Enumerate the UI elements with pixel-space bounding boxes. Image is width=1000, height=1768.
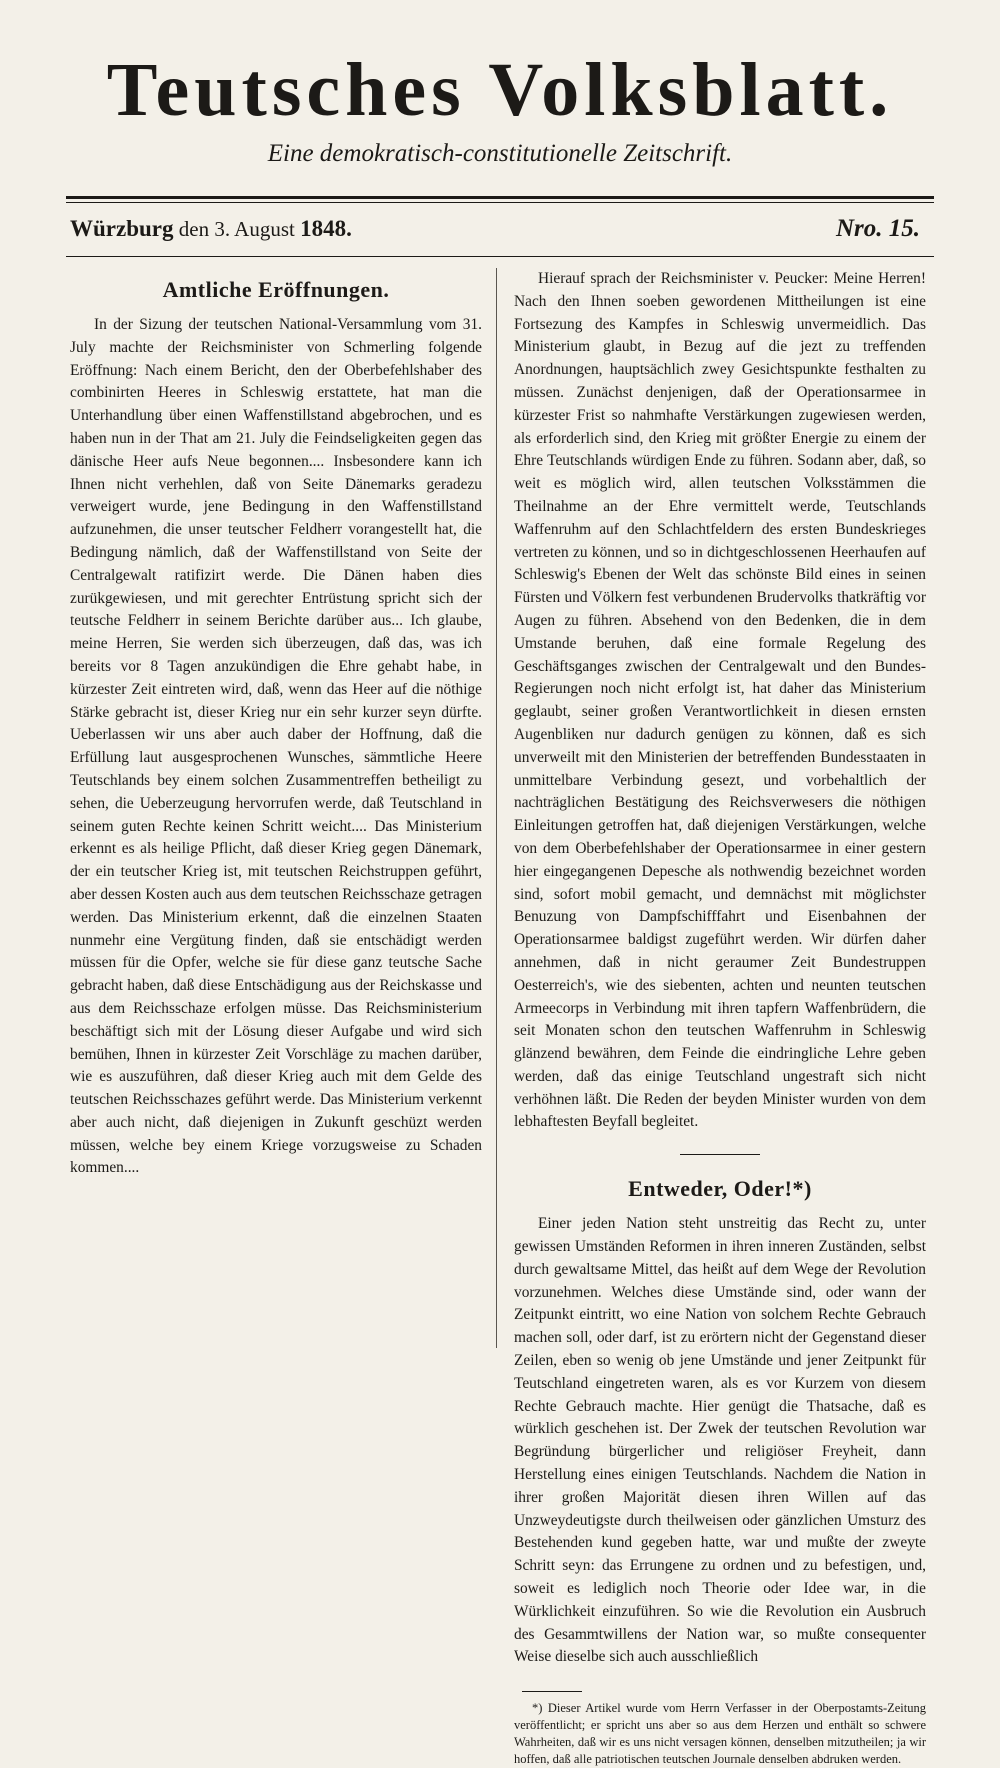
footnote-rule [522,1691,582,1692]
header-rule-top-thin [66,202,934,203]
masthead-title: Teutsches Volksblatt. [106,48,894,132]
masthead-subtitle: Eine demokratisch-constitutionelle Zeitschrift. [267,140,733,167]
article-heading: Entweder, Oder!*) [628,1176,812,1202]
issue-number: Nro. 15. [835,215,920,242]
dateline [70,212,930,246]
header-rule-top [66,196,934,199]
header-rule-bottom [66,256,934,257]
right-column [514,268,926,1767]
article-paragraph: In der Sizung der teutschen National-Versammlung vom 31. July machte der Reichsminister von Schmerling folgende Eröffnung: Nach einem Bericht, den der Oberbefehlshaber des combinirten Heeres in Schleswig erstattete, hat man die Unterhandlung über einen Waffenstillstand abgebrochen, und es haben nun in der That am 21. July die Feindseligkeiten gegen das dänische Heer aufs Neue begonnen.... Insbesondere kann ich Ihnen nicht verhehlen, daß von Seite Dänemarks geradezu verweigert wurde, jene Bedingung in den Waffenstillstand aufzunehmen, die unser teutscher Feldherr vorangestellt hat, die Bedingung nämlich, daß der Waffenstillstand von Seite der Centralgewalt ratifizirt werde. Die Dänen haben dies zurükgewiesen, und mit gerechter Entrüstung spricht sich der teutsche Feldherr in seinem Berichte darüber aus... Ich glaube, meine Herren, Sie werden sich überzeugen, daß das, was ich bereits vor 8 Tagen anzukündigen die Ehre gehabt habe, in kürzester Zeit eintreten wird, daß, wenn das Heer auf die nöthige Stärke gebracht ist, dieser Krieg nur ein sehr kurzer seyn dürfte. Ueberlassen wir uns aber auch daber der Hoffnung, daß die Erfüllung laut ausgesprochenen Wunsches, sämmtliche Heere Teutschlands bey einem solchen Zusammentreffen betheiligt zu sehen, die Ueberzeugung hervorrufen werde, daß Teutschland in seinem guten Rechte keinen Schritt weicht.... Das Ministerium erkennt es als heilige Pflicht, daß dieser Krieg gegen Dänemark, der ein teutscher Krieg ist, mit teutschen Reichstruppen geführt, aber dessen Kosten auch aus dem teutschen Reichsschaze getragen werden. Das Ministerium erkennt, daß die einzelnen Staaten nunmehr eine Vergütung finden, daß sie entschädigt werden müssen für die Opfer, welche sie für diese ganz teutsche Sache gebracht haben, daß diese Entschädigung aus der Reichskasse und aus dem Reichsschaze erfolgen müsse. Das Reichsministerium beschäftigt sich mit der Lösung dieser Aufgabe und wird sich bemühen, Ihnen in kürzester Zeit Vorschläge zu machen darüber, wie es auszuführen, daß dieser Krieg auch mit dem Gelde des teutschen Reichsschazes geführt werde. Das Ministerium verkennt aber auch nicht, daß diejenigen in Zukunft geschüzt werden müssen, welche bey einem Kriege vorzugsweise zu Schaden kommen.... [70,316,482,1177]
column-divider [496,268,497,1348]
article-separator [680,1154,760,1155]
article-paragraph: Einer jeden Nation steht unstreitig das Recht zu, unter gewissen Umständen Reformen in ihren inneren Zuständen, selbst durch gewaltsame Mittel, das heißt auf dem Wege der Revolution vorzunehmen. Welches diese Umstände sind, oder wann der Zeitpunkt eintritt, wo eine Nation von solchem Rechte Gebrauch machen soll, oder darf, ist zu erörtern nicht der Gegenstand dieser Zeilen, eben so wenig ob jene Umstände und jener Zeitpunkt für Teutschland eingetreten waren, als es vor Kurzem von diesem Rechte Gebrauch machte. Hier genügt die Thatsache, daß es würklich geschehen ist. Der Zwek der teutschen Revolution war Begründung bürgerlicher und religiöser Freyheit, dann Herstellung eines einigen Teutschlands. Nachdem die Nation in ihrer großen Majorität diesen ihren Willen auf das Unzweydeutigste durch theilweisen oder gänzlichen Umsturz des Bestehenden kund gegeben hatte, war und mußte der zweyte Schritt seyn: das Errungene zu ordnen und zu befestigen, und, soweit es lediglich noch Theorie oder Idee war, in die Würklichkeit einzuführen. So wie die Revolution ein Ausbruch des Gesammtwillens der Nation war, so mußte consequenter Weise dieselbe sich auch ausschließlich [514,1215,926,1666]
dateline-date: den 3. August [178,217,295,241]
left-column [70,268,482,1368]
article-paragraph: Hierauf sprach der Reichsminister v. Peucker: Meine Herren! Nach den Ihnen soeben gewordenen Mittheilungen ist eine Fortsezung des Kampfes in Schleswig unvermeidlich. Das Ministerium glaubt, in Bezug auf die jezt zu treffenden Anordnungen, hauptsächlich zwey Gesichtspunkte festhalten zu müssen. Zunächst denjenigen, daß der Operationsarmee in kürzester Frist so nahmhafte Verstärkungen zugewiesen werden, als erforderlich sind, den Krieg mit größter Energie zu einem der Ehre Teutschlands würdigen Ende zu führen. Sodann aber, daß, so weit es möglich wird, allen teutschen Volksstämmen die Theilnahme an der Ehre vermittelt werde, Teutschlands Waffenruhm auf den Schlachtfeldern des ersten Bundeskrieges vertreten zu können, und so in dichtgeschlossenen Heerhaufen auf Schleswig's Ebenen der Welt das schönste Bild eines in seinen Fürsten und Völkern fest verbundenen Brudervolks thatkräftig vor Augen zu führen. Absehend von den Bedenken, die in dem Umstande beruhen, daß eine formale Regelung des Geschäftsganges zwischen der Centralgewalt und den Bundes-Regierungen noch nicht erfolgt ist, hat daher das Ministerium geglaubt, seiner großen Verantwortlichkeit in diesen ernsten Augenbliken nur dadurch genügen zu können, daß es sich unverweilt mit den Ministerien der betreffenden Bundesstaaten in unmittelbare Verbindung gesezt, und vorbehaltlich der nachträglichen Bestätigung des Reichsverwesers die nöthigen Einleitungen getroffen hat, daß diejenigen Verstärkungen, welche von dem Oberbefehlshaber der Operationsarmee in einer gestern hier eingegangenen Depesche als nothwendig bezeichnet worden sind, sofort mobil gemacht, und demnächst mit möglichster Benuzung von Dampfschifffahrt und Eisenbahnen der Operationsarmee baldigst zugeführt werden. Wir dürfen daher annehmen, daß in nicht geraumer Zeit Bundestruppen Oesterreich's, wie des siebenten, achten und neunten teutschen Armeecorps in Verbindung mit ihren tapfern Waffenbrüdern, die seit Monaten schon den teutschen Waffenruhm in Schleswig glänzend bewähren, dem Feinde die eindringliche Lehre geben werden, daß das einige Teutschland ungestraft sich nicht verhöhnen läßt. Die Reden der beyden Minister wurden von dem lebhaftesten Beyfall begleitet. [514,270,926,1131]
footnote: *) Dieser Artikel wurde vom Herrn Verfasser in der Oberpostamts-Zeitung veröffentlicht; er spricht uns aber so aus dem Herzen und enthält so schwere Wahrheiten, daß wir es uns nicht versagen können, denselben mitzutheilen; ja wir hoffen, daß alle patriotischen teutschen Journale denselben abdruken werden. [514,1701,926,1767]
dateline-year: 1848. [300,216,352,241]
dateline-city: Würzburg [70,216,174,241]
article-heading: Amtliche Eröffnungen. [162,277,390,302]
